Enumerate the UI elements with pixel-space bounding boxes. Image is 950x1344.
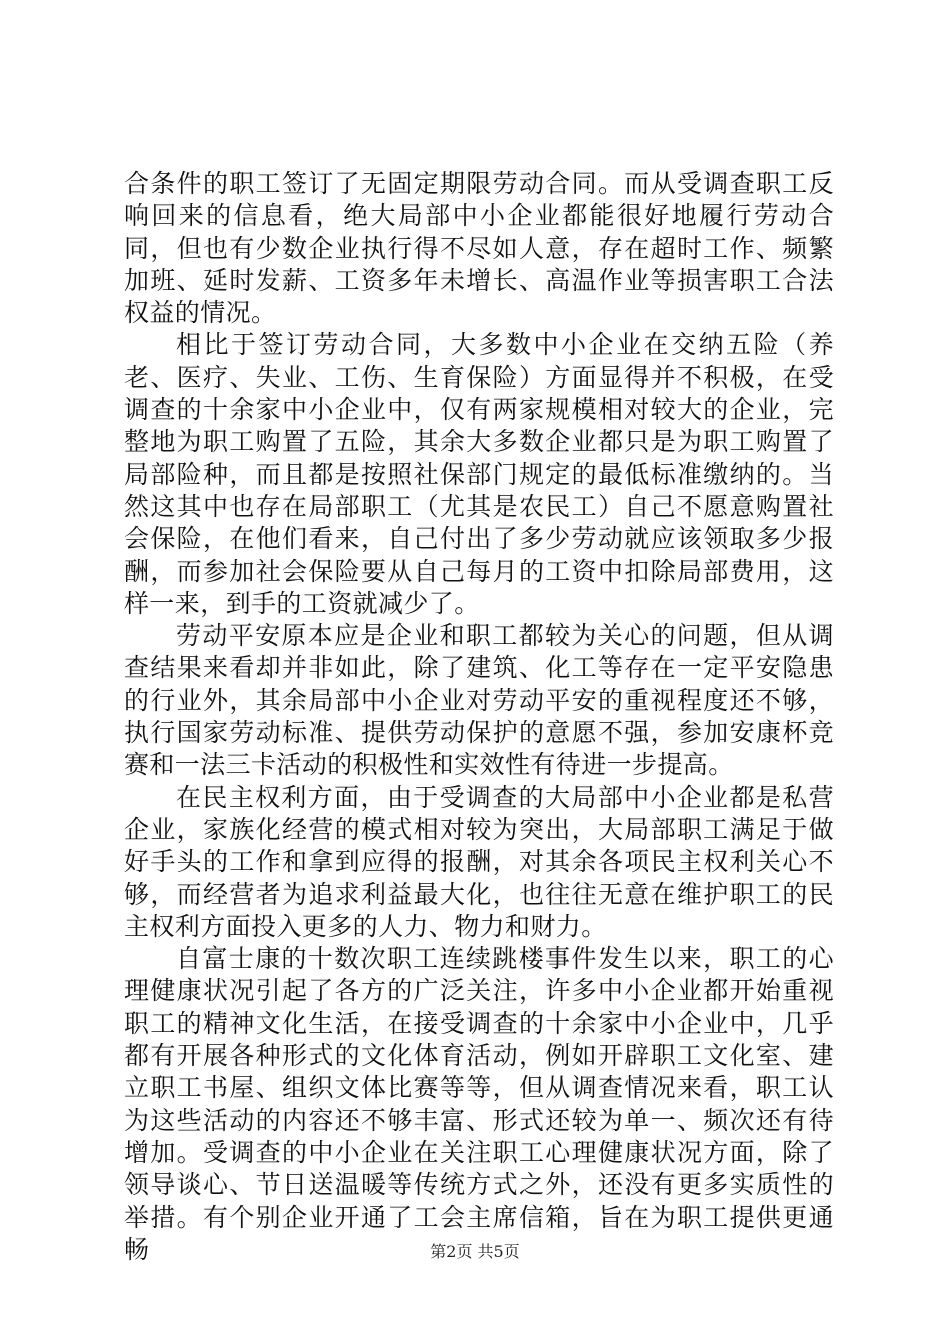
page-number-footer: 第2页 共5页 xyxy=(430,1242,520,1261)
paragraph-5: 自富士康的十数次职工连续跳楼事件发生以来，职工的心理健康状况引起了各方的广泛关注，许多中小企业都开始重视职工的精神文化生活，在接受调查的十余家中小企业中，几乎都有开展各种形式的文化体育活动，例如开辟职工文化室、建立职工书屋、组织文体比赛等等，但从调查情况来看，职工认为这些活动的内容还不够丰富、形式还较为单一、频次还有待增加。受调查的中小企业在关注职工心理健康状况方面，除了领导谈心、节日送温暖等传统方式之外，还没有更多实质性的举措。有个别企业开通了工会主席信箱，旨在为职工提供更通畅 xyxy=(124,944,834,1264)
paragraph-1: 合条件的职工签订了无固定期限劳动合同。而从受调查职工反响回来的信息看，绝大局部中小企业都能很好地履行劳动合同，但也有少数企业执行得不尽如人意，存在超时工作、频繁加班、延时发薪、工资多年未增长、高温作业等损害职工合法权益的情况。 xyxy=(124,169,834,328)
paragraph-4: 在民主权利方面，由于受调查的大局部中小企业都是私营企业，家族化经营的模式相对较为突出，大局部职工满足于做好手头的工作和拿到应得的报酬，对其余各项民主权利关心不够，而经营者为追求利益最大化，也往往无意在维护职工的民主权利方面投入更多的人力、物力和财力。 xyxy=(124,782,834,941)
paragraph-3: 劳动平安原本应是企业和职工都较为关心的问题，但从调查结果来看却并非如此，除了建筑、化工等存在一定平安隐患的行业外，其余局部中小企业对劳动平安的重视程度还不够，执行国家劳动标准、提供劳动保护的意愿不强，参加安康杯竞赛和一法三卡活动的积极性和实效性有待进一步提高。 xyxy=(124,621,834,780)
paragraph-2: 相比于签订劳动合同，大多数中小企业在交纳五险（养老、医疗、失业、工伤、生育保险）方面显得并不积极，在受调查的十余家中小企业中，仅有两家规模相对较大的企业，完整地为职工购置了五险，其余大多数企业都只是为职工购置了局部险种，而且都是按照社保部门规定的最低标准缴纳的。当然这其中也存在局部职工（尤其是农民工）自己不愿意购置社会保险，在他们看来，自己付出了多少劳动就应该领取多少报酬，而参加社会保险要从自己每月的工资中扣除局部费用，这样一来，到手的工资就减少了。 xyxy=(124,330,834,618)
body-text xyxy=(124,168,834,1266)
